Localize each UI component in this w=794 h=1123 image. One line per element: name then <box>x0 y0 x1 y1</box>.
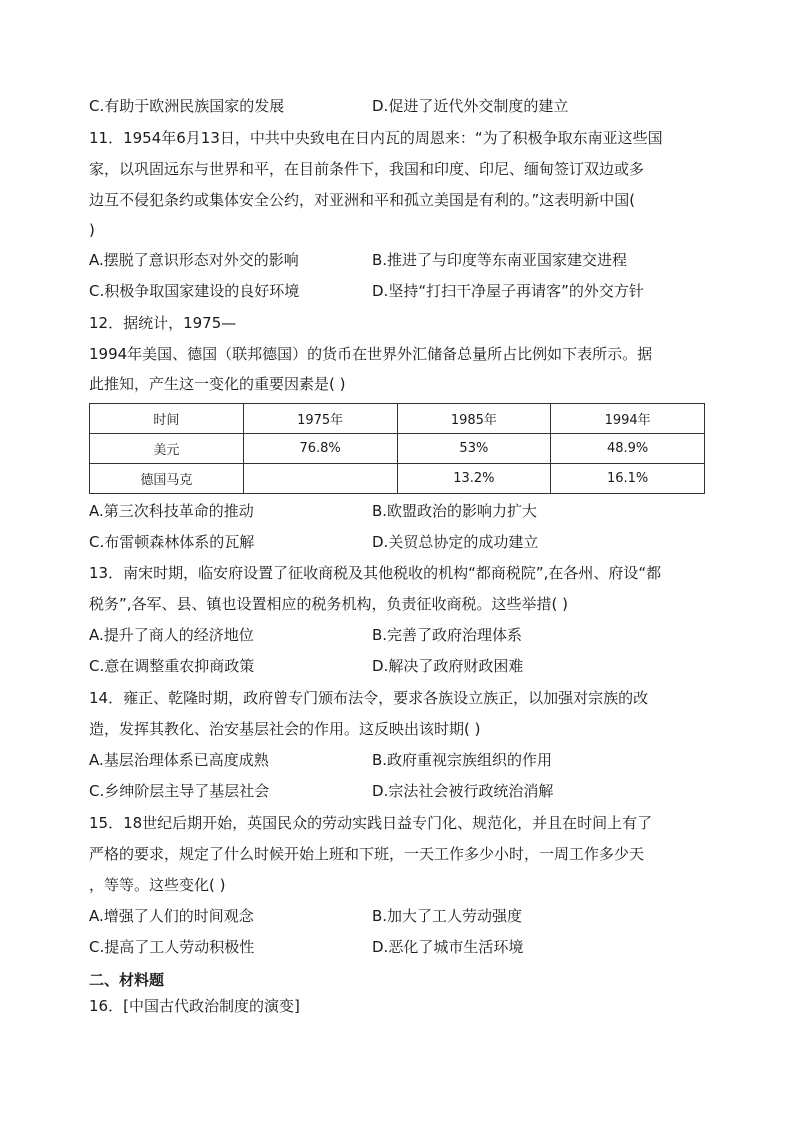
q13-option-c: C.意在调整重农抑商政策 <box>89 657 255 675</box>
q12-option-b: B.欧盟政治的影响力扩大 <box>372 502 538 520</box>
q12-stem-line1: 12．据统计，1975— <box>89 314 237 332</box>
table-cell: 美元 <box>90 434 244 464</box>
table-cell: 16.1% <box>551 464 705 494</box>
q14-stem-line2: 造，发挥其教化、治安基层社会的作用。这反映出该时期( ) <box>89 720 481 738</box>
section-heading: 二、材料题 <box>89 971 165 989</box>
q10-option-c: C.有助于欧洲民族国家的发展 <box>89 97 285 115</box>
q11-option-c: C.积极争取国家建设的良好环境 <box>89 282 300 300</box>
q12-option-a: A.第三次科技革命的推动 <box>89 502 254 520</box>
currency-reserve-table <box>89 403 705 494</box>
q11-stem-line3: 边互不侵犯条约或集体安全公约，对亚洲和平和孤立美国是有利的。”这表明新中国( <box>89 191 636 209</box>
q13-stem-line1: 13．南宋时期，临安府设置了征收商税及其他税收的机构“都商税院”,在各州、府设“都 <box>89 564 662 582</box>
q12-stem-line3: 此推知，产生这一变化的重要因素是( ) <box>89 375 346 393</box>
q15-option-b: B.加大了工人劳动强度 <box>372 907 523 925</box>
q14-option-d: D.宗法社会被行政统治消解 <box>372 782 554 800</box>
table-row <box>90 434 705 464</box>
q15-option-a: A.增强了人们的时间观念 <box>89 907 254 925</box>
table-header-cell: 1985年 <box>397 404 551 434</box>
q15-option-c: C.提高了工人劳动积极性 <box>89 938 255 956</box>
table-header-cell: 时间 <box>90 404 244 434</box>
q13-option-a: A.提升了商人的经济地位 <box>89 626 254 644</box>
q13-option-d: D.解决了政府财政困难 <box>372 657 524 675</box>
q11-stem-line1: 11．1954年6月13日，中共中央致电在日内瓦的周恩来：“为了积极争取东南亚这些国 <box>89 129 663 147</box>
table-header-cell: 1975年 <box>243 404 397 434</box>
q11-stem-line4: ) <box>89 221 95 239</box>
q14-option-b: B.政府重视宗族组织的作用 <box>372 751 553 769</box>
table-header-cell: 1994年 <box>551 404 705 434</box>
table-cell: 德国马克 <box>90 464 244 494</box>
q15-stem-line2: 严格的要求，规定了什么时候开始上班和下班，一天工作多少小时，一周工作多少天 <box>89 845 645 863</box>
table-cell: 48.9% <box>551 434 705 464</box>
q12-option-d: D.关贸总协定的成功建立 <box>372 533 539 551</box>
q12-option-c: C.布雷顿森林体系的瓦解 <box>89 533 255 551</box>
q12-stem-line2: 1994年美国、德国（联邦德国）的货币在世界外汇储备总量所占比例如下表所示。据 <box>89 345 653 363</box>
table-cell: 53% <box>397 434 551 464</box>
q11-stem-line2: 家，以巩固远东与世界和平，在目前条件下，我国和印度、印尼、缅甸签订双边或多 <box>89 160 645 178</box>
q13-option-b: B.完善了政府治理体系 <box>372 626 523 644</box>
q15-stem-line1: 15．18世纪后期开始，英国民众的劳动实践日益专门化、规范化，并且在时间上有了 <box>89 814 653 832</box>
q15-option-d: D.恶化了城市生活环境 <box>372 938 524 956</box>
q11-option-b: B.推进了与印度等东南亚国家建交进程 <box>372 251 628 269</box>
table-cell <box>243 464 397 494</box>
q10-option-d: D.促进了近代外交制度的建立 <box>372 97 569 115</box>
q15-stem-line3: ，等等。这些变化( ) <box>89 876 226 894</box>
q13-stem-line2: 税务”,各军、县、镇也设置相应的税务机构，负责征收商税。这些举措( ) <box>89 595 569 613</box>
table-row <box>90 464 705 494</box>
table-header-row <box>90 404 705 434</box>
table-cell: 13.2% <box>397 464 551 494</box>
q16-title: 16．[中国古代政治制度的演变] <box>89 997 300 1015</box>
q14-option-a: A.基层治理体系已高度成熟 <box>89 751 269 769</box>
q11-option-d: D.坚持“打扫干净屋子再请客”的外交方针 <box>372 282 644 300</box>
table-cell: 76.8% <box>243 434 397 464</box>
q14-stem-line1: 14．雍正、乾隆时期，政府曾专门颁布法令，要求各族设立族正，以加强对宗族的改 <box>89 689 649 707</box>
q11-option-a: A.摆脱了意识形态对外交的影响 <box>89 251 299 269</box>
q14-option-c: C.乡绅阶层主导了基层社会 <box>89 782 270 800</box>
